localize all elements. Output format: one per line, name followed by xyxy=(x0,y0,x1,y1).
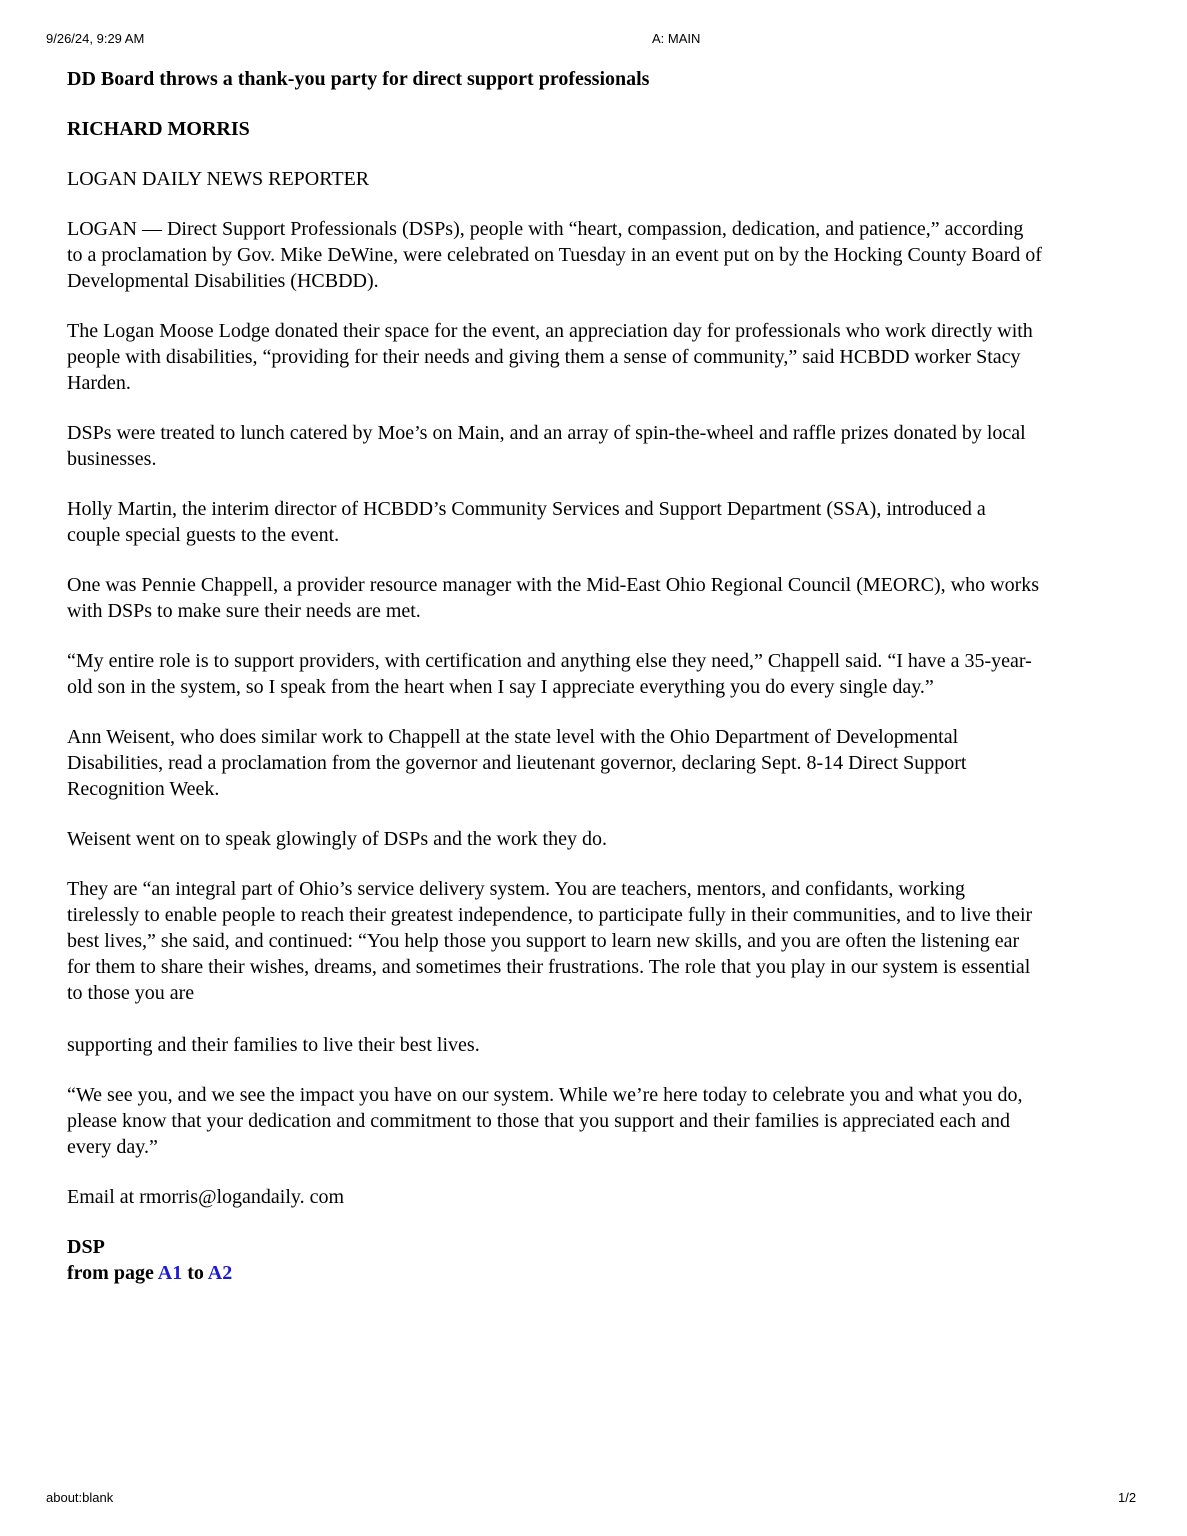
author-name: RICHARD MORRIS xyxy=(67,118,250,140)
jump-line xyxy=(67,1234,1042,1286)
jump-pages xyxy=(67,1260,1042,1286)
article-paragraph: DSPs were treated to lunch catered by Moe’s on Main, and an array of spin-the-wheel and raffle prizes donated by local businesses. xyxy=(67,422,1026,470)
print-page-number: 1/2 xyxy=(1118,1490,1137,1505)
article-paragraph: The Logan Moose Lodge donated their space for the event, an appreciation day for professionals who work directly with people with disabilities, “providing for their needs and giving them a sense of community,” said HCBDD worker Stacy Harden. xyxy=(67,320,1033,394)
article-paragraph: Holly Martin, the interim director of HCBDD’s Community Services and Support Department (SSA), introduced a couple special guests to the event. xyxy=(67,498,986,546)
article xyxy=(67,66,1042,1286)
jump-link-from-page[interactable]: A1 xyxy=(157,1262,183,1284)
jump-from-text: from page xyxy=(67,1262,154,1284)
article-paragraph: They are “an integral part of Ohio’s service delivery system. You are teachers, mentors, and confidants, working tirelessly to enable people to reach their greatest independence, to participate fully in their communities, and to live their best lives,” she said, and continued: “You help those you support to learn new skills, and you are often the listening ear for them to share their wishes, dreams, and sometimes their frustrations. The role that you play in our system is essential to those you are xyxy=(67,878,1033,1004)
author-email: Email at rmorris@logandaily. com xyxy=(67,1186,345,1208)
print-section: A: MAIN xyxy=(652,31,701,46)
article-paragraph: “We see you, and we see the impact you have on our system. While we’re here today to celebrate you and what you do, please know that your dedication and commitment to those that you support and their families is appreciated each and every day.” xyxy=(67,1084,1023,1158)
jump-label: DSP xyxy=(67,1236,105,1258)
article-paragraph: supporting and their families to live their best lives. xyxy=(67,1034,480,1056)
print-datetime: 9/26/24, 9:29 AM xyxy=(46,31,145,46)
article-paragraph: LOGAN — Direct Support Professionals (DSPs), people with “heart, compassion, dedication, and patience,” according to a proclamation by Gov. Mike DeWine, were celebrated on Tuesday in an event put on by the Hocking County Board of Developmental Disabilities (HCBDD). xyxy=(67,218,1042,292)
article-paragraph: One was Pennie Chappell, a provider resource manager with the Mid-East Ohio Regional Council (MEORC), who works with DSPs to make sure their needs are met. xyxy=(67,574,1040,622)
author-title: LOGAN DAILY NEWS REPORTER xyxy=(67,168,370,190)
jump-to-text: to xyxy=(187,1262,204,1284)
article-paragraph: Weisent went on to speak glowingly of DSPs and the work they do. xyxy=(67,828,607,850)
print-header xyxy=(0,31,1187,51)
article-paragraph: “My entire role is to support providers, with certification and anything else they need,” Chappell said. “I have a 35-year-old son in the system, so I speak from the heart when I say I appreciate everything you do every single day.” xyxy=(67,650,1032,698)
headline: DD Board throws a thank-you party for direct support professionals xyxy=(67,68,650,90)
print-url: about:blank xyxy=(46,1490,114,1505)
jump-link-to-page[interactable]: A2 xyxy=(207,1262,233,1284)
print-footer xyxy=(0,1490,1187,1510)
article-paragraph: Ann Weisent, who does similar work to Chappell at the state level with the Ohio Department of Developmental Disabilities, read a proclamation from the governor and lieutenant governor, declaring Sept. 8-14 Direct Support Recognition Week. xyxy=(67,726,967,800)
